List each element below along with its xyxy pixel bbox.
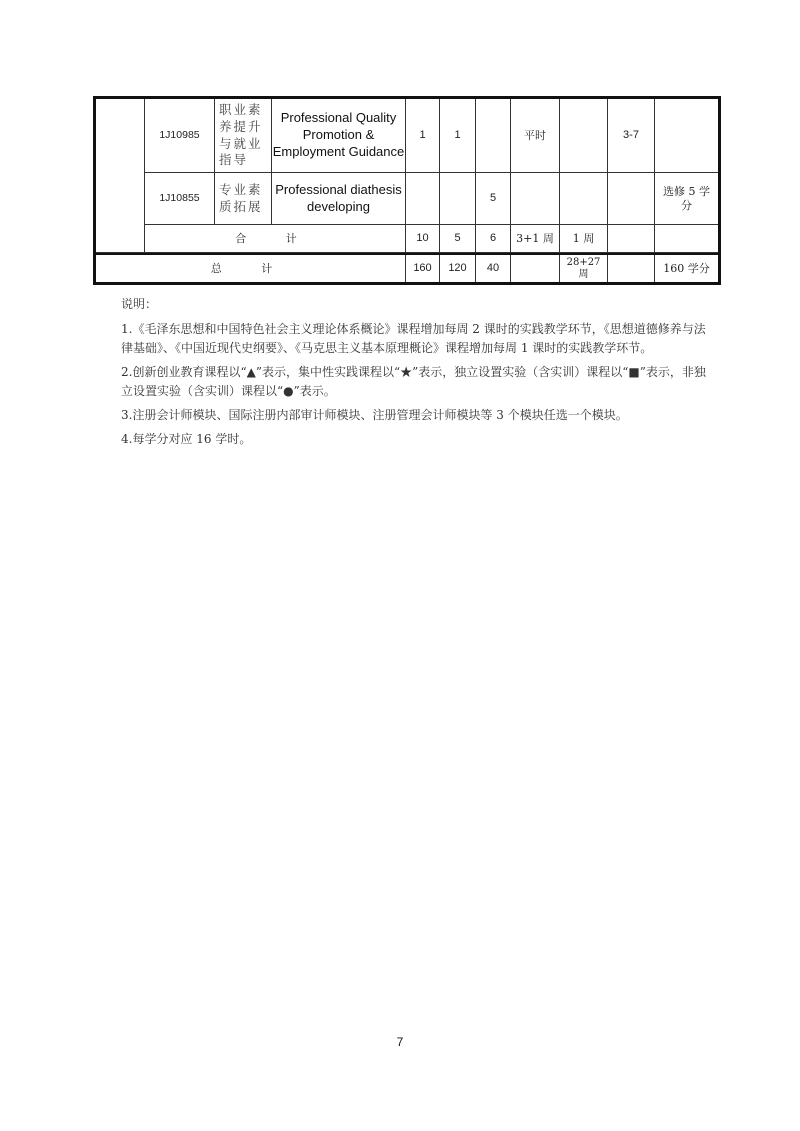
total-semester — [608, 255, 655, 282]
subtotal-hours-practice: 6 — [476, 225, 511, 253]
hours-practice-cell — [476, 99, 511, 173]
course-name-en: Professional diathesis developing — [272, 173, 406, 225]
remark-cell: 选修 5 学分 — [655, 173, 718, 225]
credit-cell: 1 — [406, 99, 440, 173]
course-name-cn: 职业素养提升与就业指导 — [215, 99, 272, 173]
subtotal-semester — [608, 225, 655, 253]
note-item-4: 4.每学分对应 16 学时。 — [121, 432, 252, 446]
weeks-cell: 平时 — [511, 99, 560, 173]
page-number: 7 — [396, 1035, 404, 1049]
course-code: 1J10985 — [145, 99, 215, 173]
subtotal-weeks-extra: 1 周 — [560, 225, 608, 253]
semester-cell — [608, 173, 655, 225]
course-code: 1J10855 — [145, 173, 215, 225]
total-hours-practice: 40 — [476, 255, 511, 282]
total-weeks — [511, 255, 560, 282]
weeks-extra-cell — [560, 99, 608, 173]
note-item-2: 2.创新创业教育课程以“▲”表示，集中性实践课程以“★”表示，独立设置实验（含实训）课程以“■”表示，非独立设置实验（含实训）课程以“●”表示。 — [121, 365, 706, 398]
course-name-en: Professional Quality Promotion & Employment Guidance — [272, 99, 406, 173]
total-hours-total: 120 — [440, 255, 476, 282]
total-remark: 160 学分 — [663, 261, 710, 275]
total-weeks-extra: 28+27 周 — [560, 255, 608, 282]
notes-section — [121, 295, 711, 454]
subtotal-remark — [655, 225, 718, 253]
semester-cell: 3-7 — [608, 99, 655, 173]
weeks-extra-cell — [560, 173, 608, 225]
total-label: 总 计 — [96, 255, 406, 282]
credit-cell — [406, 173, 440, 225]
hours-practice-cell: 5 — [476, 173, 511, 225]
subtotal-hours-total: 5 — [440, 225, 476, 253]
remark-cell — [655, 99, 718, 173]
notes-heading: 说明： — [121, 297, 158, 311]
note-item-3: 3.注册会计师模块、国际注册内部审计师模块、注册管理会计师模块等 3 个模块任选一个模块。 — [121, 408, 628, 422]
hours-total-cell — [440, 173, 476, 225]
subtotal-weeks: 3+1 周 — [511, 225, 560, 253]
total-credit: 160 — [406, 255, 440, 282]
course-table — [93, 96, 721, 285]
note-item-1: 1.《毛泽东思想和中国特色社会主义理论体系概论》课程增加每周 2 课时的实践教学环节，《思想道德修养与法律基础》、《中国近现代史纲要》、《马克思主义基本原理概论》课程增加每周 1 课时的实践教学环节。 — [121, 322, 706, 355]
hours-total-cell: 1 — [440, 99, 476, 173]
weeks-cell — [511, 173, 560, 225]
course-name-cn: 专业素质拓展 — [215, 173, 272, 225]
subtotal-credit: 10 — [406, 225, 440, 253]
category-cell — [96, 99, 145, 253]
subtotal-label: 合 计 — [145, 225, 406, 253]
